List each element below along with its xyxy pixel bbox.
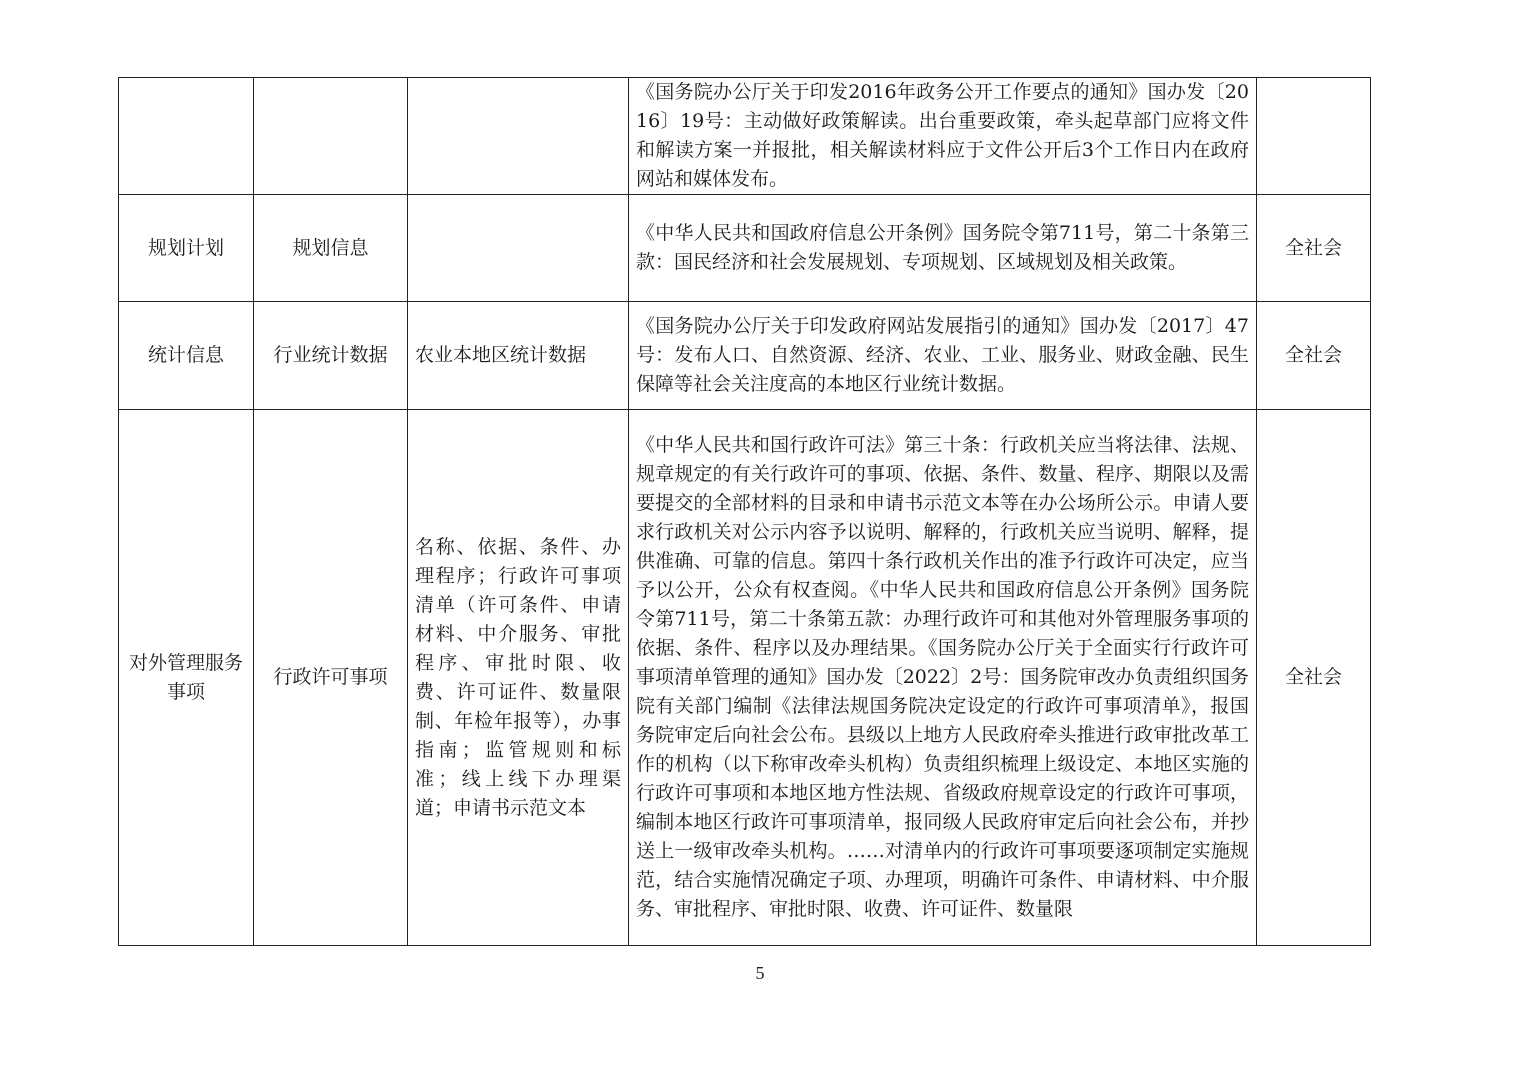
category-cell: [119, 78, 254, 195]
scope-cell: 全社会: [1257, 195, 1371, 302]
category-cell: 规划计划: [119, 195, 254, 302]
table-row: [119, 78, 1371, 195]
category-cell: 对外管理服务事项: [119, 410, 254, 946]
content-cell: [408, 78, 629, 195]
basis-cell: 《中华人民共和国政府信息公开条例》国务院令第711号，第二十条第三款：国民经济和社会发展规划、专项规划、区域规划及相关政策。: [629, 195, 1257, 302]
subcategory-cell: 规划信息: [254, 195, 408, 302]
category-cell: 统计信息: [119, 302, 254, 410]
table-row: [119, 410, 1371, 946]
disclosure-table: [118, 77, 1371, 946]
scope-cell: 全社会: [1257, 302, 1371, 410]
content-cell: 农业本地区统计数据: [408, 302, 629, 410]
table-row: [119, 302, 1371, 410]
scope-cell: [1257, 78, 1371, 195]
basis-cell: 《中华人民共和国行政许可法》第三十条：行政机关应当将法律、法规、规章规定的有关行政许可的事项、依据、条件、数量、程序、期限以及需要提交的全部材料的目录和申请书示范文本等在办公场所公示。申请人要求行政机关对公示内容予以说明、解释的，行政机关应当说明、解释，提供准确、可靠的信息。第四十条行政机关作出的准予行政许可决定，应当予以公开，公众有权查阅。《中华人民共和国政府信息公开条例》国务院令第711号，第二十条第五款：办理行政许可和其他对外管理服务事项的依据、条件、程序以及办理结果。《国务院办公厅关于全面实行行政许可事项清单管理的通知》国办发〔2022〕2号：国务院审改办负责组织国务院有关部门编制《法律法规国务院决定设定的行政许可事项清单》，报国务院审定后向社会公布。县级以上地方人民政府牵头推进行政审批改革工作的机构（以下称审改牵头机构）负责组织梳理上级设定、本地区实施的行政许可事项和本地区地方性法规、省级政府规章设定的行政许可事项，编制本地区行政许可事项清单，报同级人民政府审定后向社会公布，并抄送上一级审改牵头机构。……对清单内的行政许可事项要逐项制定实施规范，结合实施情况确定子项、办理项，明确许可条件、申请材料、中介服务、审批程序、审批时限、收费、许可证件、数量限: [629, 410, 1257, 946]
scope-cell: 全社会: [1257, 410, 1371, 946]
content-cell: 名称、依据、条件、办理程序；行政许可事项清单（许可条件、申请材料、中介服务、审批程序、审批时限、收费、许可证件、数量限制、年检年报等），办事指南；监管规则和标准；线上线下办理渠道；申请书示范文本: [408, 410, 629, 946]
subcategory-cell: [254, 78, 408, 195]
basis-cell: 《国务院办公厅关于印发2016年政务公开工作要点的通知》国办发〔2016〕19号：主动做好政策解读。出台重要政策，牵头起草部门应将文件和解读方案一并报批，相关解读材料应于文件公开后3个工作日内在政府网站和媒体发布。: [629, 78, 1257, 195]
content-cell: [408, 195, 629, 302]
page-number: 5: [755, 963, 765, 983]
table-row: [119, 195, 1371, 302]
subcategory-cell: 行业统计数据: [254, 302, 408, 410]
basis-cell: 《国务院办公厅关于印发政府网站发展指引的通知》国办发〔2017〕47号：发布人口、自然资源、经济、农业、工业、服务业、财政金融、民生保障等社会关注度高的本地区行业统计数据。: [629, 302, 1257, 410]
subcategory-cell: 行政许可事项: [254, 410, 408, 946]
